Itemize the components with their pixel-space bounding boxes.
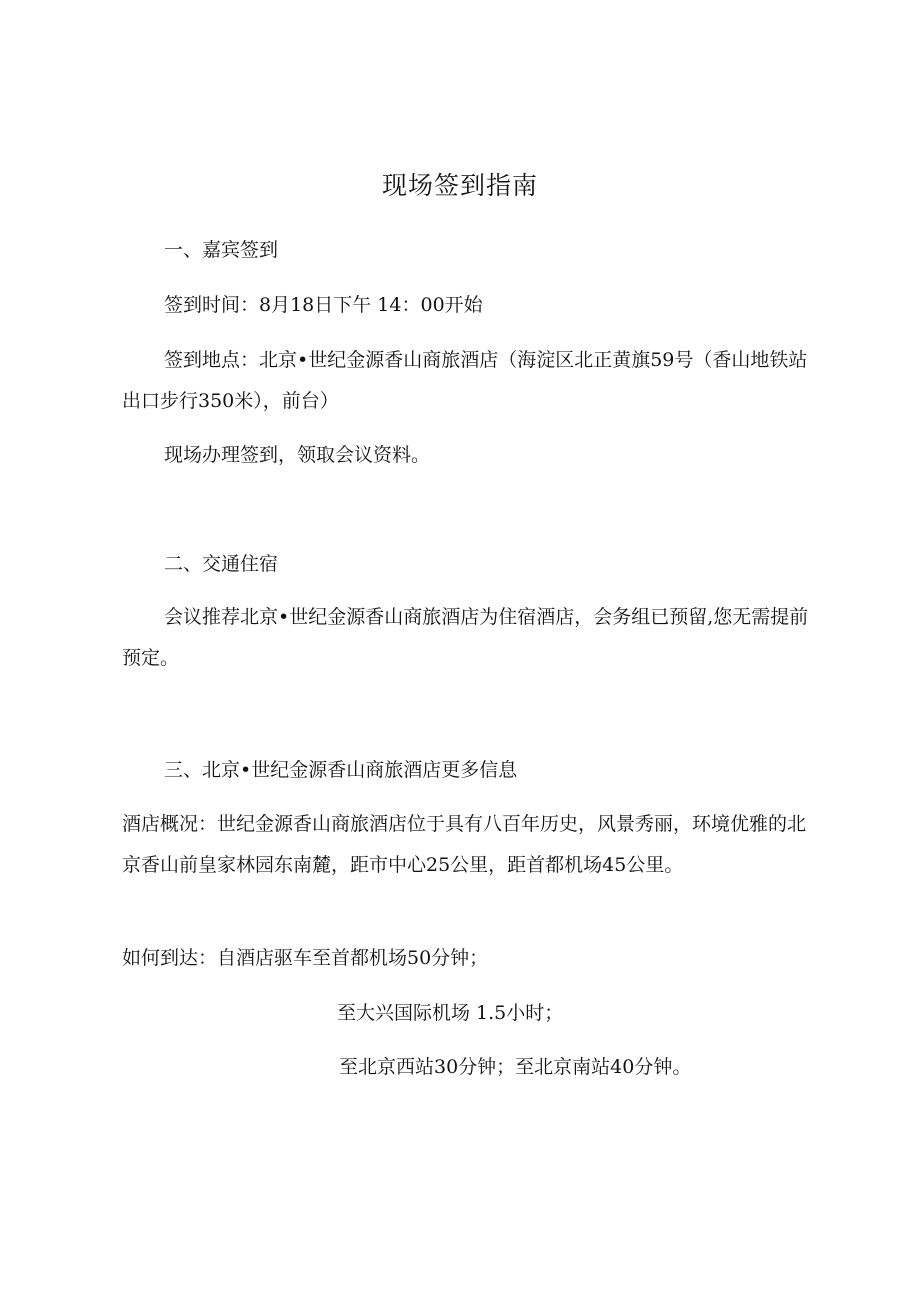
directions-line-1: 如何到达：自酒店驱车至首都机场50分钟； bbox=[122, 947, 489, 969]
directions-line-3: 至北京西站30分钟；至北京南站40分钟。 bbox=[339, 1056, 692, 1078]
checkin-note: 现场办理签到，领取会议资料。 bbox=[164, 444, 431, 466]
section2-heading: 二、交通住宿 bbox=[164, 553, 279, 575]
accommodation-text: 会议推荐北京•世纪金源香山商旅酒店为住宿酒店，会务组已预留,您无需提前预定。 bbox=[122, 606, 809, 669]
section1-heading: 一、嘉宾签到 bbox=[164, 239, 279, 261]
directions-line-2: 至大兴国际机场 1.5小时； bbox=[337, 1002, 564, 1024]
page-title: 现场签到指南 bbox=[381, 171, 538, 200]
section3-heading: 三、北京•世纪金源香山商旅酒店更多信息 bbox=[164, 759, 518, 781]
checkin-location: 签到地点：北京•世纪金源香山商旅酒店（海淀区北正黄旗59号（香山地铁站出口步行350米），前台） bbox=[122, 349, 808, 412]
checkin-time: 签到时间：8月18日下午 14：00开始 bbox=[164, 294, 483, 316]
hotel-overview: 酒店概况：世纪金源香山商旅酒店位于具有八百年历史，风景秀丽，环境优雅的北京香山前皇家林园东南麓，距市中心25公里，距首都机场45公里。 bbox=[122, 813, 807, 876]
